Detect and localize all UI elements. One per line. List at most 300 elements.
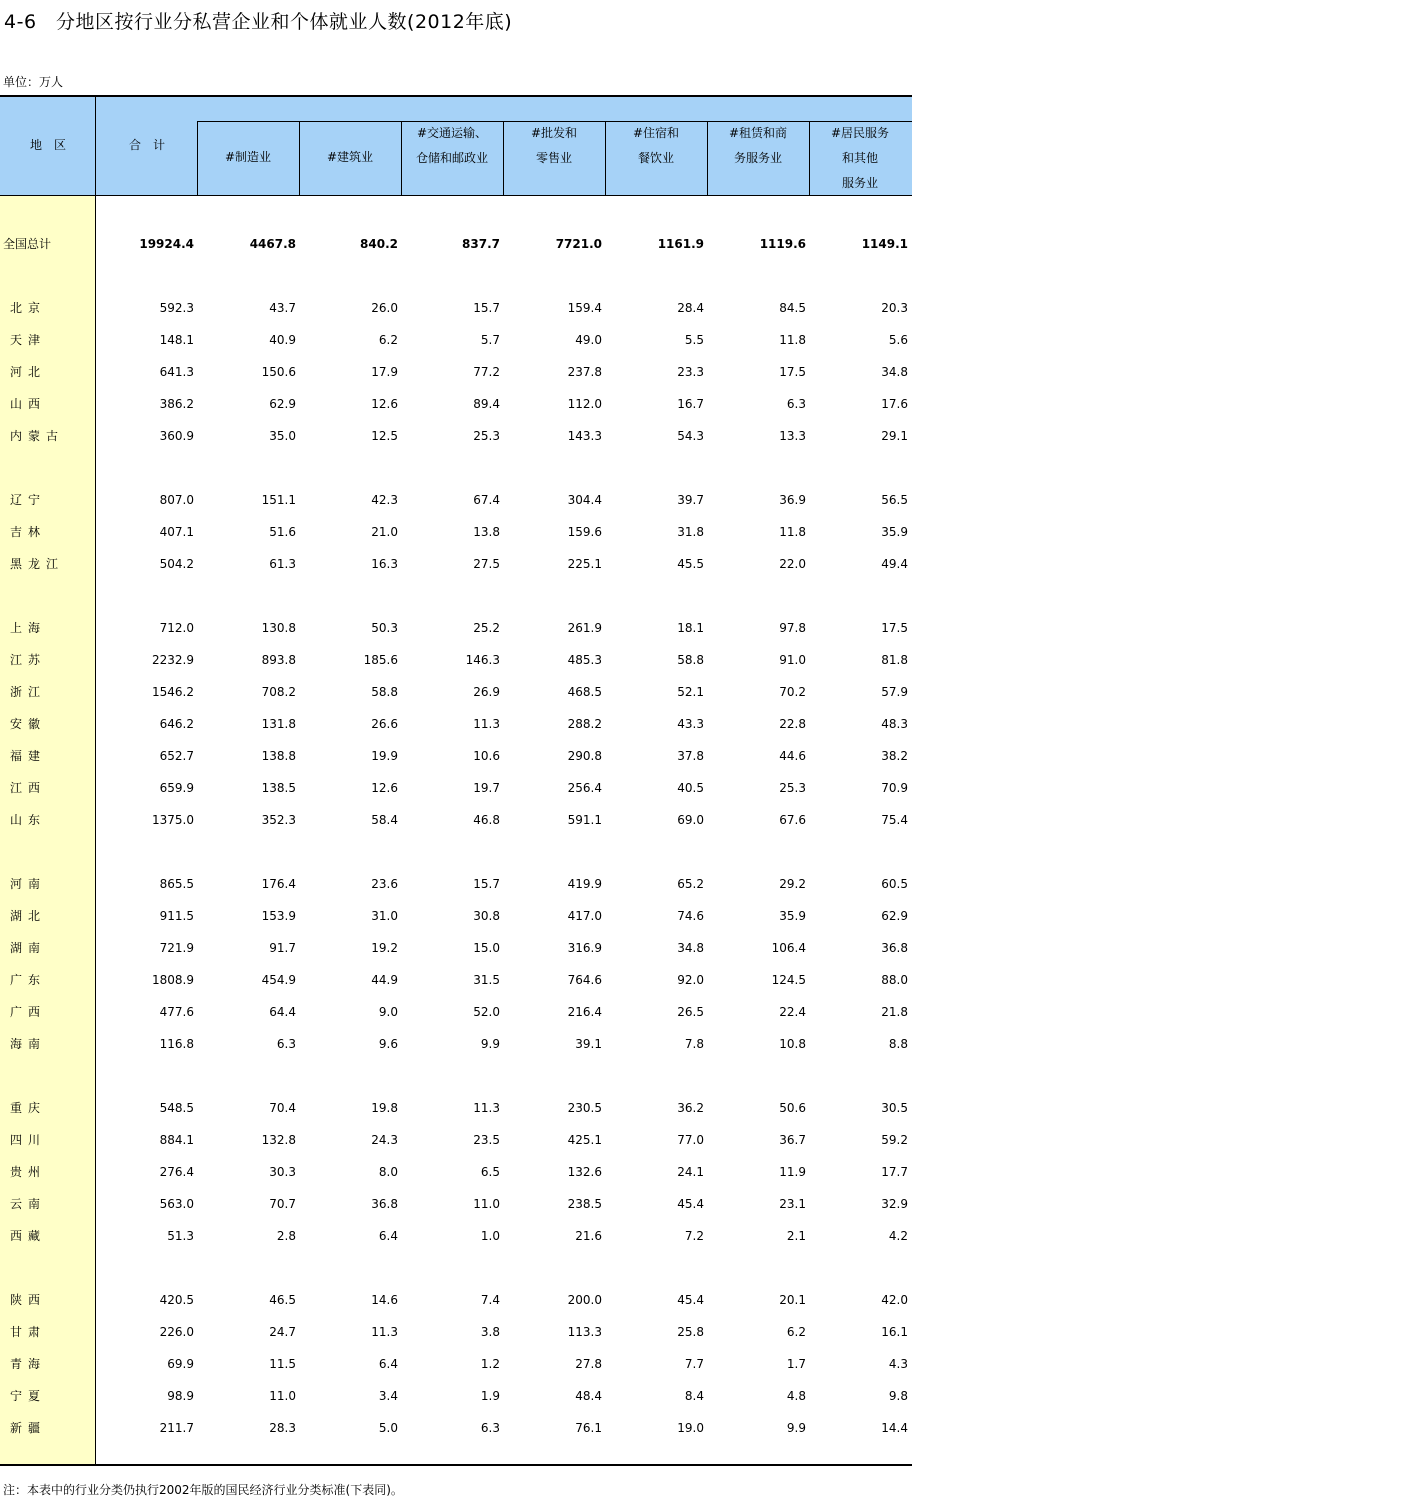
cell-value: 131.8 [261, 717, 296, 731]
cell-value: 3.8 [480, 1325, 500, 1339]
region-name: 浙江 [10, 685, 47, 699]
cell-value: 1546.2 [152, 685, 194, 699]
cell-value: 70.2 [779, 685, 806, 699]
cell-value: 25.3 [473, 429, 500, 443]
cell-value: 46.5 [269, 1293, 296, 1307]
cell-value: 51.3 [167, 1229, 194, 1243]
cell-value: 407.1 [159, 525, 194, 539]
cell-value: 1808.9 [152, 973, 194, 987]
cell-value: 893.8 [261, 653, 296, 667]
cell-value: 76.1 [575, 1421, 602, 1435]
data-table [0, 95, 912, 1466]
cell-value: 1119.6 [759, 237, 806, 251]
region-name: 福建 [10, 749, 47, 763]
cell-value: 148.1 [159, 333, 194, 347]
cell-value: 98.9 [167, 1389, 194, 1403]
table-row [0, 746, 912, 766]
region-name: 吉林 [10, 525, 47, 539]
region-name: 江苏 [10, 653, 47, 667]
cell-value: 7.8 [684, 1037, 704, 1051]
region-name: 北京 [10, 301, 47, 315]
table-row [0, 330, 912, 350]
cell-value: 70.7 [269, 1197, 296, 1211]
region-name: 江西 [10, 781, 47, 795]
cell-value: 70.9 [881, 781, 908, 795]
cell-value: 75.4 [881, 813, 908, 827]
cell-value: 21.0 [371, 525, 398, 539]
cell-value: 97.8 [779, 621, 806, 635]
cell-value: 712.0 [159, 621, 194, 635]
table-row [0, 1386, 912, 1406]
cell-value: 1161.9 [657, 237, 704, 251]
cell-value: 28.4 [677, 301, 704, 315]
unit-label: 单位：万人 [3, 75, 64, 89]
region-name: 黑龙江 [10, 557, 65, 571]
cell-value: 420.5 [159, 1293, 194, 1307]
region-name: 新疆 [10, 1421, 47, 1435]
cell-value: 468.5 [567, 685, 602, 699]
table-row [0, 970, 912, 990]
cell-value: 22.4 [779, 1005, 806, 1019]
cell-value: 17.6 [881, 397, 908, 411]
cell-value: 12.6 [371, 397, 398, 411]
cell-value: 67.6 [779, 813, 806, 827]
cell-value: 25.2 [473, 621, 500, 635]
cell-value: 106.4 [771, 941, 806, 955]
table-row [0, 1194, 912, 1214]
cell-value: 9.9 [786, 1421, 806, 1435]
table-row [0, 1162, 912, 1182]
cell-value: 15.0 [473, 941, 500, 955]
cell-value: 417.0 [567, 909, 602, 923]
cell-value: 840.2 [360, 237, 398, 251]
cell-value: 58.4 [371, 813, 398, 827]
region-name: 天津 [10, 333, 47, 347]
cell-value: 9.0 [378, 1005, 398, 1019]
cell-value: 49.4 [881, 557, 908, 571]
cell-value: 31.5 [473, 973, 500, 987]
cell-value: 62.9 [269, 397, 296, 411]
region-name: 青海 [10, 1357, 47, 1371]
table-row [0, 1130, 912, 1150]
cell-value: 81.8 [881, 653, 908, 667]
cell-value: 477.6 [159, 1005, 194, 1019]
cell-value: 34.8 [677, 941, 704, 955]
cell-value: 88.0 [881, 973, 908, 987]
cell-value: 1149.1 [861, 237, 908, 251]
cell-value: 60.5 [881, 877, 908, 891]
cell-value: 9.6 [378, 1037, 398, 1051]
region-name: 陕西 [10, 1293, 47, 1307]
cell-value: 200.0 [567, 1293, 602, 1307]
cell-value: 11.9 [779, 1165, 806, 1179]
cell-value: 4.3 [888, 1357, 908, 1371]
header-industry-6: #居民服务 和其他 服务业 [830, 126, 890, 190]
cell-value: 36.9 [779, 493, 806, 507]
cell-value: 4.8 [786, 1389, 806, 1403]
cell-value: 16.7 [677, 397, 704, 411]
cell-value: 5.7 [480, 333, 500, 347]
cell-value: 43.3 [677, 717, 704, 731]
cell-value: 185.6 [363, 653, 398, 667]
cell-value: 24.1 [677, 1165, 704, 1179]
cell-value: 36.8 [881, 941, 908, 955]
cell-value: 14.4 [881, 1421, 908, 1435]
cell-value: 485.3 [567, 653, 602, 667]
cell-value: 19924.4 [139, 237, 194, 251]
cell-value: 1.9 [480, 1389, 500, 1403]
cell-value: 36.7 [779, 1133, 806, 1147]
cell-value: 1.0 [480, 1229, 500, 1243]
cell-value: 92.0 [677, 973, 704, 987]
header-industry-2: #交通运输、 仓储和邮政业 [415, 126, 488, 165]
cell-value: 50.6 [779, 1101, 806, 1115]
cell-value: 24.3 [371, 1133, 398, 1147]
region-name: 辽宁 [10, 493, 47, 507]
cell-value: 20.3 [881, 301, 908, 315]
cell-value: 911.5 [159, 909, 194, 923]
table-row [0, 554, 912, 574]
cell-value: 304.4 [567, 493, 602, 507]
cell-value: 89.4 [473, 397, 500, 411]
cell-value: 19.0 [677, 1421, 704, 1435]
cell-value: 8.4 [684, 1389, 704, 1403]
cell-value: 65.2 [677, 877, 704, 891]
cell-value: 2.8 [276, 1229, 296, 1243]
table-row [0, 682, 912, 702]
table-row [0, 714, 912, 734]
table-row-total [0, 234, 912, 254]
cell-value: 386.2 [159, 397, 194, 411]
cell-value: 15.7 [473, 877, 500, 891]
cell-value: 176.4 [261, 877, 296, 891]
region-name: 西藏 [10, 1229, 47, 1243]
cell-value: 641.3 [159, 365, 194, 379]
cell-value: 225.1 [567, 557, 602, 571]
cell-value: 425.1 [567, 1133, 602, 1147]
region-name: 宁夏 [10, 1389, 47, 1403]
cell-value: 548.5 [159, 1101, 194, 1115]
cell-value: 32.9 [881, 1197, 908, 1211]
cell-value: 211.7 [159, 1421, 194, 1435]
cell-value: 58.8 [371, 685, 398, 699]
cell-value: 30.3 [269, 1165, 296, 1179]
cell-value: 5.5 [684, 333, 704, 347]
cell-value: 44.6 [779, 749, 806, 763]
table-row [0, 618, 912, 638]
cell-value: 44.9 [371, 973, 398, 987]
region-name: 全国总计 [3, 237, 52, 251]
cell-value: 17.7 [881, 1165, 908, 1179]
table-bottom-rule [0, 1464, 912, 1466]
region-name: 湖北 [10, 909, 47, 923]
cell-value: 288.2 [567, 717, 602, 731]
cell-value: 84.5 [779, 301, 806, 315]
cell-value: 12.6 [371, 781, 398, 795]
header-industry-0: #制造业 [224, 150, 272, 164]
cell-value: 77.2 [473, 365, 500, 379]
cell-value: 74.6 [677, 909, 704, 923]
cell-value: 3.4 [378, 1389, 398, 1403]
table-row [0, 1322, 912, 1342]
region-name: 海南 [10, 1037, 47, 1051]
cell-value: 20.1 [779, 1293, 806, 1307]
table-row [0, 1418, 912, 1438]
cell-value: 652.7 [159, 749, 194, 763]
cell-value: 54.3 [677, 429, 704, 443]
cell-value: 11.8 [779, 525, 806, 539]
cell-value: 4467.8 [249, 237, 296, 251]
cell-value: 26.0 [371, 301, 398, 315]
cell-value: 11.3 [371, 1325, 398, 1339]
cell-value: 591.1 [567, 813, 602, 827]
cell-value: 884.1 [159, 1133, 194, 1147]
table-row [0, 1098, 912, 1118]
cell-value: 26.5 [677, 1005, 704, 1019]
cell-value: 237.8 [567, 365, 602, 379]
table-row [0, 778, 912, 798]
cell-value: 39.1 [575, 1037, 602, 1051]
cell-value: 5.0 [378, 1421, 398, 1435]
cell-value: 39.7 [677, 493, 704, 507]
cell-value: 6.2 [378, 333, 398, 347]
cell-value: 35.9 [881, 525, 908, 539]
table-row [0, 906, 912, 926]
cell-value: 34.8 [881, 365, 908, 379]
cell-value: 19.9 [371, 749, 398, 763]
cell-value: 27.8 [575, 1357, 602, 1371]
cell-value: 48.3 [881, 717, 908, 731]
table-row [0, 874, 912, 894]
cell-value: 2.1 [786, 1229, 806, 1243]
cell-value: 38.2 [881, 749, 908, 763]
table-row [0, 394, 912, 414]
region-name: 山西 [10, 397, 47, 411]
cell-value: 256.4 [567, 781, 602, 795]
cell-value: 6.2 [786, 1325, 806, 1339]
cell-value: 19.7 [473, 781, 500, 795]
cell-value: 21.6 [575, 1229, 602, 1243]
cell-value: 646.2 [159, 717, 194, 731]
header-total: 合 计 [128, 138, 165, 152]
cell-value: 132.6 [567, 1165, 602, 1179]
cell-value: 17.9 [371, 365, 398, 379]
region-name: 河南 [10, 877, 47, 891]
cell-value: 352.3 [261, 813, 296, 827]
cell-value: 23.5 [473, 1133, 500, 1147]
cell-value: 6.4 [378, 1357, 398, 1371]
cell-value: 153.9 [261, 909, 296, 923]
cell-value: 16.3 [371, 557, 398, 571]
cell-value: 216.4 [567, 1005, 602, 1019]
cell-value: 23.6 [371, 877, 398, 891]
cell-value: 13.8 [473, 525, 500, 539]
table-row [0, 490, 912, 510]
cell-value: 226.0 [159, 1325, 194, 1339]
cell-value: 26.9 [473, 685, 500, 699]
cell-value: 57.9 [881, 685, 908, 699]
cell-value: 9.8 [888, 1389, 908, 1403]
table-row [0, 426, 912, 446]
cell-value: 21.8 [881, 1005, 908, 1019]
table-row [0, 1290, 912, 1310]
table-row [0, 1354, 912, 1374]
table-row [0, 1034, 912, 1054]
cell-value: 6.3 [480, 1421, 500, 1435]
region-name: 贵州 [10, 1165, 47, 1179]
cell-value: 91.0 [779, 653, 806, 667]
region-name: 云南 [10, 1197, 47, 1211]
cell-value: 49.0 [575, 333, 602, 347]
header-industry-5: #租赁和商 务服务业 [728, 126, 788, 165]
cell-value: 18.1 [677, 621, 704, 635]
cell-value: 360.9 [159, 429, 194, 443]
cell-value: 721.9 [159, 941, 194, 955]
cell-value: 563.0 [159, 1197, 194, 1211]
cell-value: 230.5 [567, 1101, 602, 1115]
table-row [0, 810, 912, 830]
cell-value: 11.3 [473, 1101, 500, 1115]
cell-value: 35.9 [779, 909, 806, 923]
cell-value: 61.3 [269, 557, 296, 571]
region-name: 内蒙古 [10, 429, 65, 443]
table-row [0, 298, 912, 318]
cell-value: 11.8 [779, 333, 806, 347]
cell-value: 36.8 [371, 1197, 398, 1211]
header-industry-4: #住宿和 餐饮业 [632, 126, 680, 165]
table-row [0, 650, 912, 670]
cell-value: 58.8 [677, 653, 704, 667]
cell-value: 13.3 [779, 429, 806, 443]
region-name: 甘肃 [10, 1325, 47, 1339]
cell-value: 1.2 [480, 1357, 500, 1371]
cell-value: 67.4 [473, 493, 500, 507]
region-column-background [0, 196, 96, 1466]
cell-value: 40.9 [269, 333, 296, 347]
cell-value: 30.5 [881, 1101, 908, 1115]
region-name: 河北 [10, 365, 47, 379]
cell-value: 14.6 [371, 1293, 398, 1307]
cell-value: 130.8 [261, 621, 296, 635]
cell-value: 238.5 [567, 1197, 602, 1211]
cell-value: 11.0 [473, 1197, 500, 1211]
region-name: 安徽 [10, 717, 47, 731]
cell-value: 4.2 [888, 1229, 908, 1243]
region-name: 湖南 [10, 941, 47, 955]
cell-value: 43.7 [269, 301, 296, 315]
cell-value: 50.3 [371, 621, 398, 635]
region-name: 重庆 [10, 1101, 47, 1115]
cell-value: 12.5 [371, 429, 398, 443]
cell-value: 2232.9 [152, 653, 194, 667]
cell-value: 9.9 [480, 1037, 500, 1051]
cell-value: 8.8 [888, 1037, 908, 1051]
cell-value: 19.8 [371, 1101, 398, 1115]
cell-value: 132.8 [261, 1133, 296, 1147]
cell-value: 261.9 [567, 621, 602, 635]
cell-value: 146.3 [465, 653, 500, 667]
cell-value: 159.6 [567, 525, 602, 539]
cell-value: 143.3 [567, 429, 602, 443]
cell-value: 56.5 [881, 493, 908, 507]
cell-value: 28.3 [269, 1421, 296, 1435]
cell-value: 1.7 [786, 1357, 806, 1371]
cell-value: 62.9 [881, 909, 908, 923]
table-row [0, 1226, 912, 1246]
cell-value: 69.9 [167, 1357, 194, 1371]
footnote: 注：本表中的行业分类仍执行2002年版的国民经济行业分类标准(下表同)。 [3, 1483, 403, 1497]
cell-value: 31.8 [677, 525, 704, 539]
cell-value: 42.3 [371, 493, 398, 507]
cell-value: 138.8 [261, 749, 296, 763]
cell-value: 1375.0 [152, 813, 194, 827]
cell-value: 8.0 [378, 1165, 398, 1179]
cell-value: 29.1 [881, 429, 908, 443]
header-industry-3: #批发和 零售业 [530, 126, 578, 165]
cell-value: 24.7 [269, 1325, 296, 1339]
cell-value: 69.0 [677, 813, 704, 827]
cell-value: 290.8 [567, 749, 602, 763]
cell-value: 19.2 [371, 941, 398, 955]
table-row [0, 522, 912, 542]
region-name: 上海 [10, 621, 47, 635]
cell-value: 23.3 [677, 365, 704, 379]
cell-value: 837.7 [462, 237, 500, 251]
table-row [0, 938, 912, 958]
cell-value: 46.8 [473, 813, 500, 827]
cell-value: 15.7 [473, 301, 500, 315]
cell-value: 51.6 [269, 525, 296, 539]
header-region: 地 区 [29, 138, 66, 152]
cell-value: 42.0 [881, 1293, 908, 1307]
table-row [0, 1002, 912, 1022]
cell-value: 37.8 [677, 749, 704, 763]
cell-value: 6.4 [378, 1229, 398, 1243]
cell-value: 150.6 [261, 365, 296, 379]
cell-value: 7721.0 [555, 237, 602, 251]
cell-value: 45.4 [677, 1293, 704, 1307]
cell-value: 659.9 [159, 781, 194, 795]
cell-value: 11.5 [269, 1357, 296, 1371]
cell-value: 11.0 [269, 1389, 296, 1403]
cell-value: 592.3 [159, 301, 194, 315]
cell-value: 419.9 [567, 877, 602, 891]
cell-value: 40.5 [677, 781, 704, 795]
region-name: 广西 [10, 1005, 47, 1019]
header-industry-1: #建筑业 [326, 150, 374, 164]
cell-value: 27.5 [473, 557, 500, 571]
cell-value: 151.1 [261, 493, 296, 507]
cell-value: 17.5 [779, 365, 806, 379]
cell-value: 52.1 [677, 685, 704, 699]
cell-value: 70.4 [269, 1101, 296, 1115]
cell-value: 10.8 [779, 1037, 806, 1051]
region-name: 四川 [10, 1133, 47, 1147]
cell-value: 7.2 [684, 1229, 704, 1243]
cell-value: 6.3 [786, 397, 806, 411]
cell-value: 316.9 [567, 941, 602, 955]
cell-value: 11.3 [473, 717, 500, 731]
table-row [0, 362, 912, 382]
cell-value: 504.2 [159, 557, 194, 571]
cell-value: 16.1 [881, 1325, 908, 1339]
cell-value: 31.0 [371, 909, 398, 923]
cell-value: 77.0 [677, 1133, 704, 1147]
cell-value: 22.0 [779, 557, 806, 571]
cell-value: 25.8 [677, 1325, 704, 1339]
cell-value: 45.5 [677, 557, 704, 571]
cell-value: 48.4 [575, 1389, 602, 1403]
